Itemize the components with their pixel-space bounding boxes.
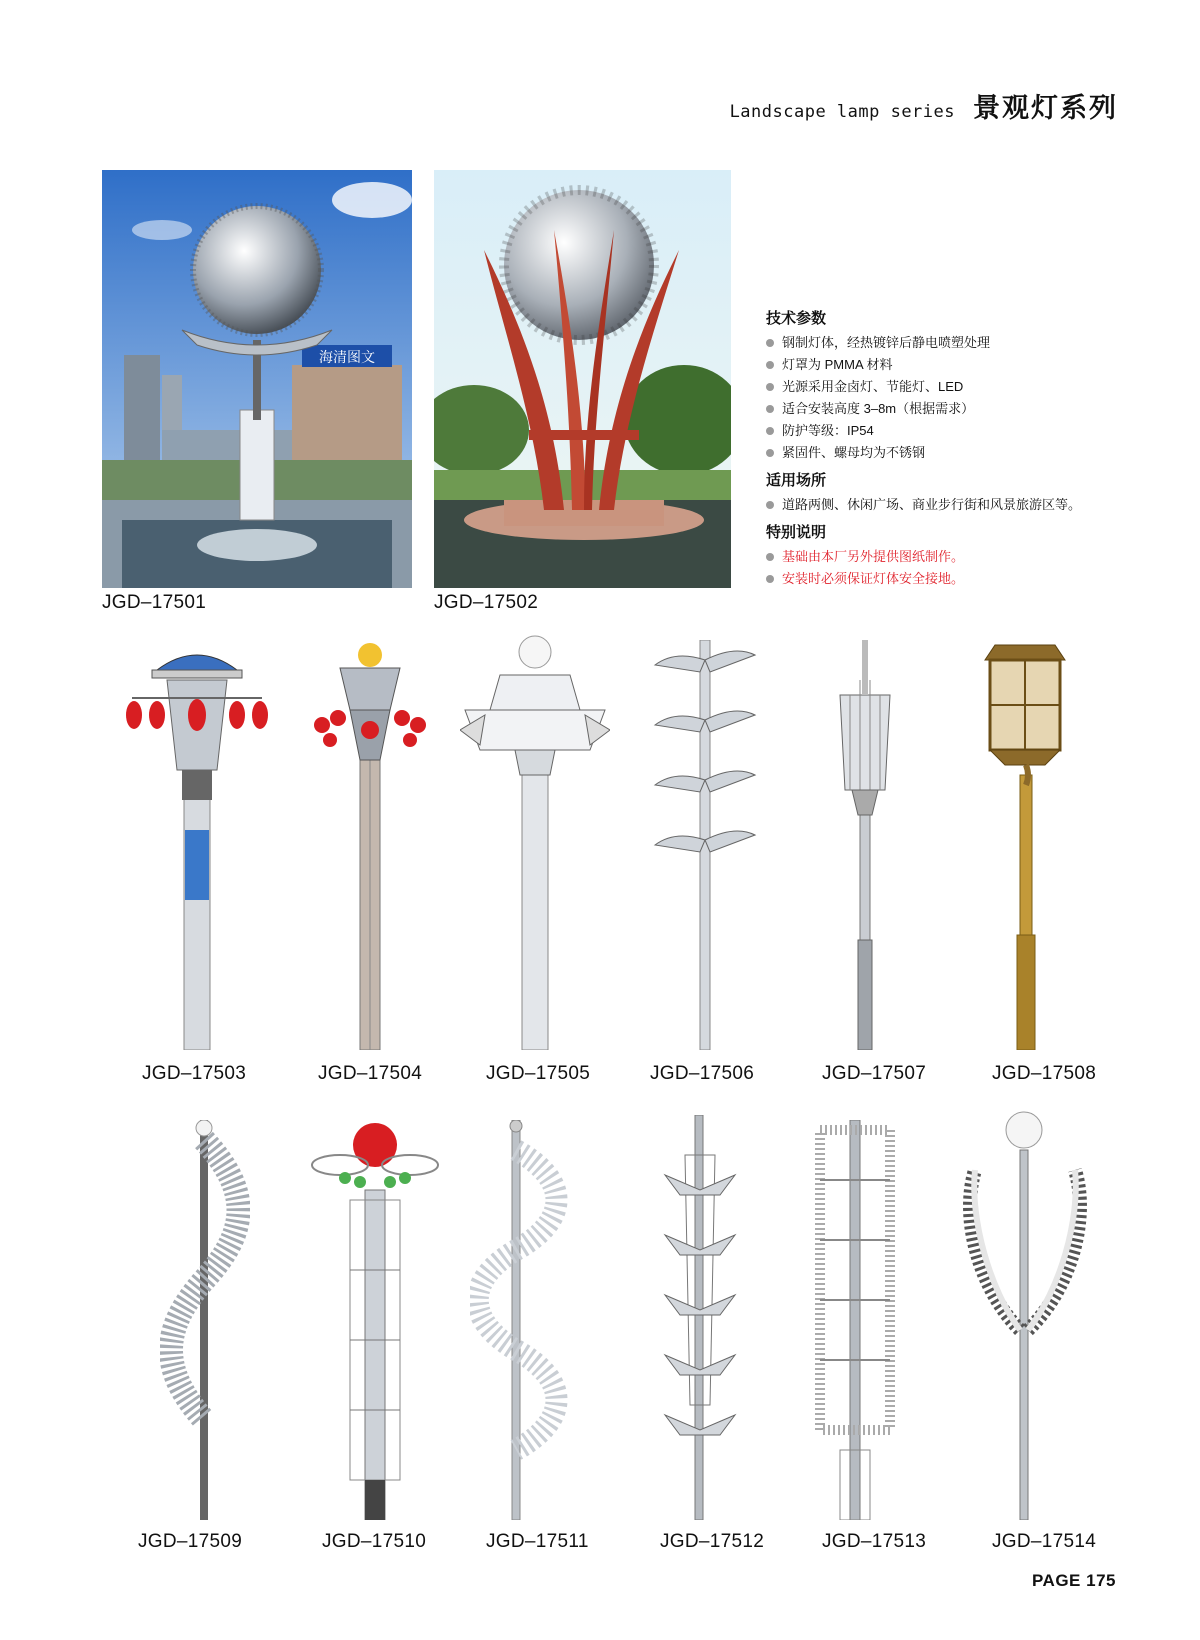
product-code-17502: JGD–17502: [434, 592, 539, 613]
lamp-illustration-17506: [650, 640, 760, 1050]
notes-heading: 特别说明: [766, 524, 827, 541]
product-code-17509: JGD–17509: [138, 1531, 243, 1552]
tech-params-heading: 技术参数: [766, 310, 827, 327]
product-code-17501: JGD–17501: [102, 592, 207, 613]
lamp-illustration-17512: [650, 1115, 750, 1520]
bullet-icon: [766, 361, 774, 369]
lamp-illustration-17509: [160, 1120, 250, 1520]
page-number: PAGE 175: [1031, 1571, 1116, 1590]
places-heading: 适用场所: [766, 472, 827, 489]
lamp-illustration-17511: [470, 1120, 570, 1520]
lamp-illustration-17510: [310, 1110, 440, 1520]
bullet-icon: [766, 383, 774, 391]
spec-item: 防护等级：IP54: [784, 420, 1126, 442]
spec-item: 钢制灯体，经热镀锌后静电喷塑处理: [784, 332, 1126, 354]
spec-item: 道路两侧、休闲广场、商业步行街和风景旅游区等。: [784, 494, 1126, 516]
product-photo-17501: [102, 170, 412, 588]
bullet-icon: [766, 449, 774, 457]
spec-item: 紧固件、螺母均为不锈钢: [784, 442, 1126, 464]
lamp-illustration-17504: [310, 640, 430, 1050]
bullet-icon: [766, 339, 774, 347]
product-code-17511: JGD–17511: [486, 1531, 589, 1552]
product-code-17504: JGD–17504: [318, 1063, 423, 1084]
lamp-illustration-17508: [980, 635, 1070, 1050]
series-title-cn: 景观灯系列: [973, 93, 1118, 124]
product-code-17506: JGD–17506: [650, 1063, 755, 1084]
lamp-illustration-17513: [810, 1120, 900, 1520]
bullet-icon: [766, 501, 774, 509]
note-item: 安装时必须保证灯体安全接地。: [784, 568, 1126, 590]
note-item: 基础由本厂另外提供图纸制作。: [784, 546, 1126, 568]
product-code-17514: JGD–17514: [992, 1531, 1097, 1552]
product-code-17507: JGD–17507: [822, 1063, 927, 1084]
lamp-illustration-17514: [960, 1110, 1090, 1520]
product-code-17505: JGD–17505: [486, 1063, 591, 1084]
lamp-illustration-17507: [820, 640, 910, 1050]
product-photo-17502: [434, 170, 731, 588]
page-header: [730, 86, 1118, 125]
lamp-illustration-17503: [122, 640, 272, 1050]
bullet-icon: [766, 405, 774, 413]
product-code-17513: JGD–17513: [822, 1531, 927, 1552]
series-title-en: Landscape lamp series: [729, 102, 955, 122]
product-code-17510: JGD–17510: [322, 1531, 427, 1552]
spec-item: 光源采用金卤灯、节能灯、LED: [784, 376, 1126, 398]
bullet-icon: [766, 553, 774, 561]
lamp-illustration-17505: [460, 630, 610, 1050]
product-code-17508: JGD–17508: [992, 1063, 1097, 1084]
spec-panel: [766, 302, 1126, 590]
product-code-17512: JGD–17512: [660, 1531, 765, 1552]
bullet-icon: [766, 575, 774, 583]
spec-item: 灯罩为 PMMA 材料: [784, 354, 1126, 376]
billboard-text: 海清图文: [319, 350, 375, 366]
product-code-17503: JGD–17503: [142, 1063, 247, 1084]
spec-item: 适合安装高度 3–8m（根据需求）: [784, 398, 1126, 420]
bullet-icon: [766, 427, 774, 435]
